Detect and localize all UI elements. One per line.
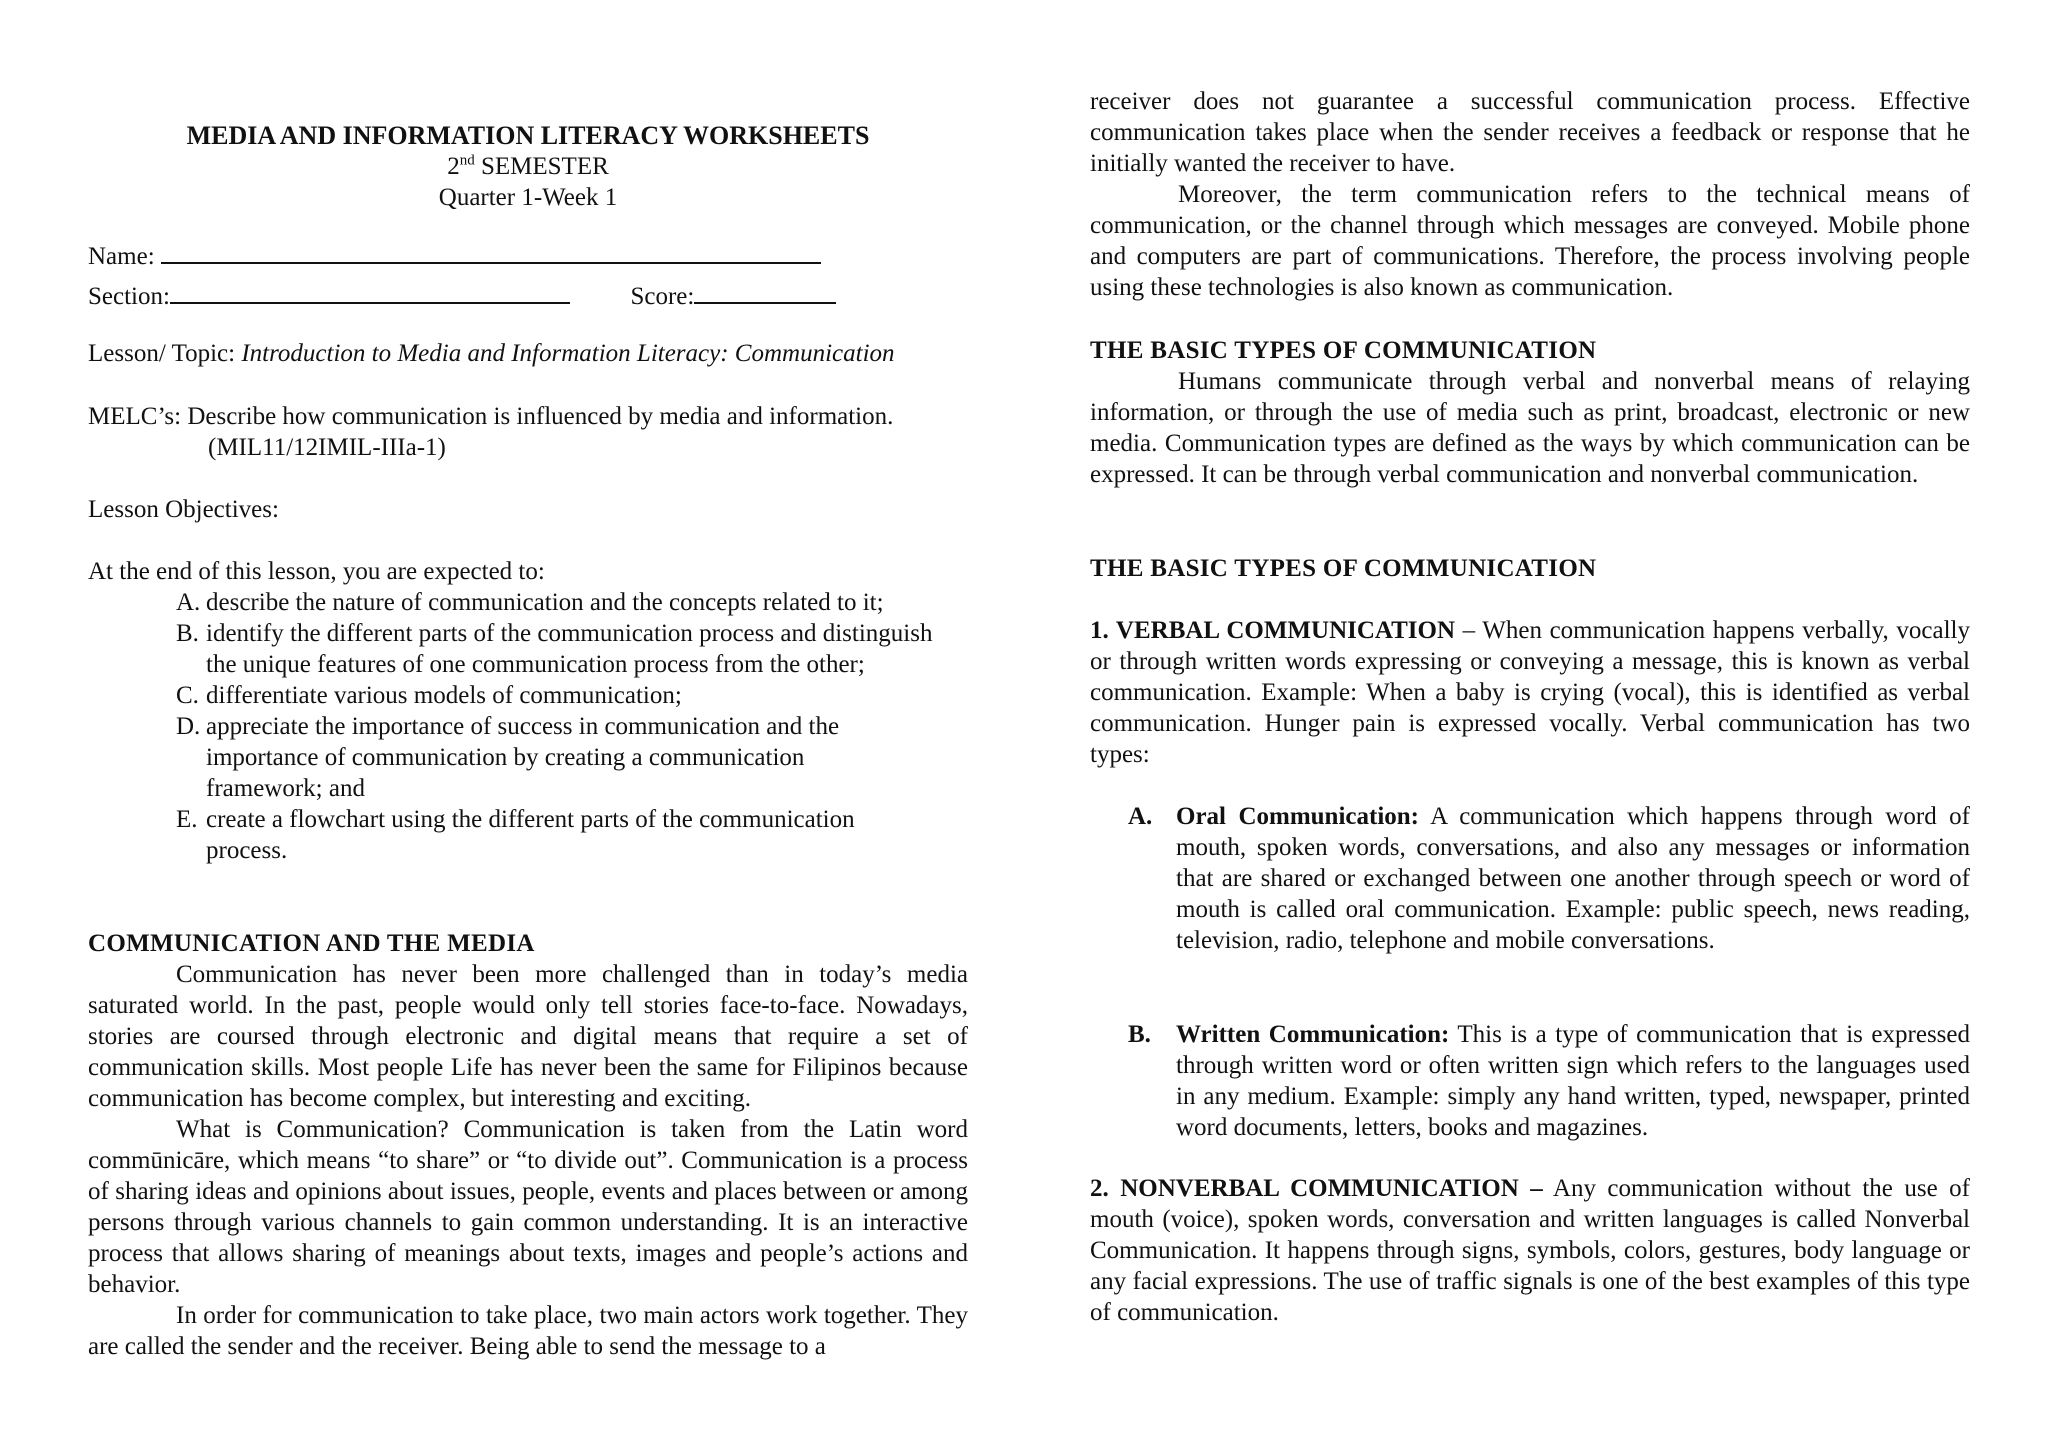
worksheet-header bbox=[88, 120, 968, 213]
continued-text bbox=[1090, 86, 1970, 303]
section-label: Section: bbox=[88, 283, 170, 310]
name-label: Name: bbox=[88, 243, 155, 270]
objective-letter: D. bbox=[176, 713, 201, 740]
section-field[interactable] bbox=[170, 280, 570, 304]
written-letter: B. bbox=[1128, 1021, 1151, 1048]
moreover-paragraph: Moreover, the term communication refers to the technical means of communication, or the channel through which messages are conveyed. Mobile phone and computers are part of communications. Therefore, the process involving people using these technologies is also known as communication. bbox=[1090, 181, 1970, 301]
melc-text: Describe how communication is influenced by media and information. bbox=[187, 403, 894, 430]
verbal-communication bbox=[1090, 615, 1970, 770]
section-communication-media bbox=[88, 928, 968, 1362]
topic-label: Lesson/ Topic: bbox=[88, 340, 236, 367]
score-field[interactable] bbox=[694, 280, 836, 304]
basic-types-heading: THE BASIC TYPES OF COMMUNICATION bbox=[1090, 337, 1597, 364]
nonverbal-text: Any communication without the use of mouth (voice), spoken words, conversation and written languages is called Nonverbal Communication. It happens through signs, symbols, colors, gestures, body language or any facial expressions. The use of traffic signals is one of the best examples of this type of communication. bbox=[1090, 1175, 1970, 1326]
verbal-title: 1. VERBAL COMMUNICATION bbox=[1090, 617, 1456, 644]
name-field[interactable] bbox=[161, 240, 821, 264]
nonverbal-communication bbox=[1090, 1173, 1970, 1328]
name-row bbox=[88, 240, 968, 272]
score-label: Score: bbox=[630, 283, 695, 310]
media-paragraph-1: Communication has never been more challenged than in today’s media saturated world. In the past, people would only tell stories face-to-face. Nowadays, stories are coursed through electronic and digital means that require a set of communication skills. Most people Life has never been the same for Filipinos because communication has become complex, but interesting and exciting. bbox=[88, 961, 968, 1112]
melc-label: MELC’s: bbox=[88, 403, 182, 430]
melc bbox=[88, 401, 968, 463]
oral-communication bbox=[1128, 801, 1970, 956]
basic-types-intro bbox=[1090, 335, 1970, 490]
objective-letter: C. bbox=[176, 682, 199, 709]
objectives-label: Lesson Objectives: bbox=[88, 496, 279, 523]
quarter-line: Quarter 1-Week 1 bbox=[438, 184, 618, 211]
objectives-list bbox=[176, 587, 956, 866]
oral-title: Oral Communication: bbox=[1176, 803, 1419, 830]
objective-text: appreciate the importance of success in communication and the importance of communication by creating a communication framework; and bbox=[206, 713, 840, 802]
melc-code: (MIL11/12IMIL-IIIa-1) bbox=[208, 434, 446, 461]
verbal-text: – When communication happens verbally, vocally or through written words expressing or conveying a message, this is known as verbal communication. Example: When a baby is crying (vocal), this is identified as verbal communication. Hunger pain is expressed vocally. Verbal communication has two types: bbox=[1090, 617, 1970, 768]
media-paragraph-2: What is Communication? Communication is taken from the Latin word commūnicāre, which means “to share” or “to divide out”. Communication is a process of sharing ideas and opinions about issues, people, events and places between or among persons through various channels to gain common understanding. It is an interactive process that allows sharing of meanings about texts, images and people’s actions and behavior. bbox=[88, 1116, 968, 1298]
section-score-row bbox=[88, 280, 968, 312]
oral-letter: A. bbox=[1128, 803, 1153, 830]
student-form bbox=[88, 240, 968, 312]
objective-item bbox=[176, 711, 956, 804]
objective-item bbox=[176, 618, 956, 680]
oral-text: A communication which happens through word of mouth, spoken words, conversations, and also any messages or information that are shared or exchanged between one another through speech or word of mouth is called oral communication. Example: public speech, news reading, television, radio, telephone and mobile conversations. bbox=[1176, 803, 1970, 954]
semester-suffix: nd bbox=[459, 152, 475, 169]
topic-text: Introduction to Media and Information Literacy: Communication bbox=[241, 340, 895, 367]
semester-word: SEMESTER bbox=[480, 153, 609, 180]
objective-letter: B. bbox=[176, 620, 199, 647]
media-heading: COMMUNICATION AND THE MEDIA bbox=[88, 930, 535, 957]
basic-types-heading-2: THE BASIC TYPES OF COMMUNICATION bbox=[1090, 555, 1597, 582]
objective-text: create a flowchart using the different parts of the communication process. bbox=[206, 806, 855, 864]
objective-item bbox=[176, 587, 956, 618]
objective-letter: A. bbox=[176, 589, 201, 616]
objective-item bbox=[176, 680, 956, 711]
objective-text: describe the nature of communication and the concepts related to it; bbox=[206, 589, 884, 616]
written-communication bbox=[1128, 1019, 1970, 1143]
objectives-intro: At the end of this lesson, you are expected to: bbox=[88, 558, 545, 585]
written-text: This is a type of communication that is expressed through written word or often written sign which refers to the languages used in any medium. Example: simply any hand written, typed, newspaper, printed word documents, letters, books and magazines. bbox=[1176, 1021, 1970, 1141]
objective-text: identify the different parts of the communication process and distinguish the unique features of one communication process from the other; bbox=[206, 620, 933, 678]
objective-text: differentiate various models of communication; bbox=[206, 682, 682, 709]
semester-number: 2 bbox=[447, 153, 460, 180]
lesson-topic bbox=[88, 338, 988, 369]
worksheet-title: MEDIA AND INFORMATION LITERACY WORKSHEETS bbox=[186, 121, 870, 150]
semester-line bbox=[88, 151, 968, 182]
nonverbal-title: 2. NONVERBAL COMMUNICATION – bbox=[1090, 1175, 1543, 1202]
objective-item bbox=[176, 804, 956, 866]
media-paragraph-3: In order for communication to take place, two main actors work together. They are called the sender and the receiver. Being able to send the message to a bbox=[88, 1302, 968, 1360]
humans-paragraph: Humans communicate through verbal and nonverbal means of relaying information, or through the use of media such as print, broadcast, electronic or new media. Communication types are defined as the ways by which communication can be expressed. It can be through verbal communication and nonverbal communication. bbox=[1090, 368, 1970, 488]
continuation-paragraph: receiver does not guarantee a successful communication process. Effective communication takes place when the sender receives a feedback or response that he initially wanted the receiver to have. bbox=[1090, 88, 1970, 177]
written-title: Written Communication: bbox=[1176, 1021, 1450, 1048]
objective-letter: E. bbox=[176, 806, 198, 833]
